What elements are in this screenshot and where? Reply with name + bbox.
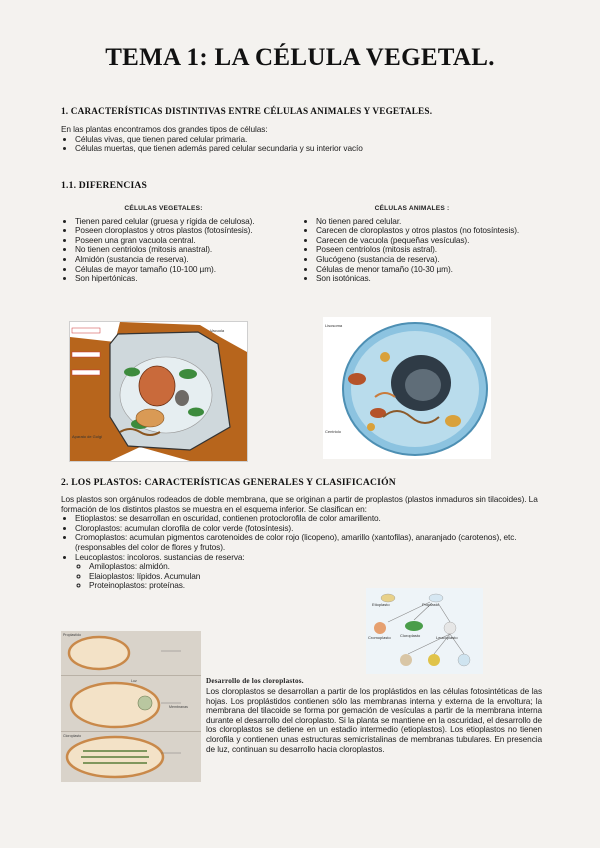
section11-heading: 1.1. DIFERENCIAS: [61, 180, 148, 191]
animal-header: CÉLULAS ANIMALES :: [374, 205, 450, 212]
section2-body: [61, 495, 541, 591]
list-item: • Poseen una gran vacuola central.: [75, 236, 266, 246]
development-body: Los cloroplastos se desarrollan a partir de los proplástidos en las células fotosintéticas de las hojas. Los proplástidos contienen sólo las membranas interna y externa de la envoltura; la membrana del tilacoide se forma por gemación de vesículas a partir de la membrana interna durante el desarrollo del cloroplasto. Si la planta se mantiene en la oscuridad, el desarrollo de los cloroplastos se detiene en un estadio intermedio (etioplastos). Los etioplastos no tienen clorofila y contienen unas estructuras semicristalinas de membranas tubulares. En presencia de luz, continuan su desarrollo hacia cloroplastos.: [206, 686, 542, 754]
list-item: • Cloroplastos: acumulan clorofila de color verde (fotosíntesis).: [75, 524, 541, 534]
list-item: • No tienen pared celular.: [316, 217, 522, 227]
list-item: • Carecen de cloroplastos y otros plastos (no fotosíntesis).: [316, 226, 522, 236]
list-item: • Células de mayor tamaño (10-100 µm).: [75, 265, 266, 275]
list-item: • Poseen cloroplastos y otros plastos (fotosíntesis).: [75, 226, 266, 236]
vegetal-column: [61, 204, 266, 284]
plastid-types-list: [61, 514, 541, 591]
list-item: • Son isotónicas.: [316, 274, 522, 284]
list-item: • Células de menor tamaño (10-30 µm).: [316, 265, 522, 275]
figure-label: Cloroplasto: [400, 633, 421, 638]
list-item: • Células muertas, que tienen además pared celular secundaria y su interior vacío: [75, 144, 551, 154]
chloroplast-dev-figure: [61, 631, 201, 782]
cell-types-list: [61, 135, 551, 154]
list-item: • Poseen centriolos (mitosis astral).: [316, 245, 522, 255]
page-title: TEMA 1: LA CÉLULA VEGETAL.: [105, 44, 495, 71]
list-item: • Almidón (sustancia de reserva).: [75, 255, 266, 265]
figure-label: Lisosoma: [325, 323, 343, 328]
list-item: • Cromoplastos: acumulan pigmentos carotenoides de color rojo (licopeno), amarillo (xantofilas), anaranjado (carotenos), etc. (responsables del color de flores y frutos).: [75, 533, 541, 552]
figure-label: Aparato de Golgi: [72, 434, 103, 439]
section1-heading: 1. CARACTERÍSTICAS DISTINTIVAS ENTRE CÉLULAS ANIMALES Y VEGETALES.: [61, 106, 433, 116]
list-item-text: Leucoplastos: incoloros. sustancias de reserva:: [75, 551, 245, 562]
list-item: • Son hipertónicas.: [75, 274, 266, 284]
animal-column: [302, 204, 522, 284]
list-item: • Etioplastos: se desarrollan en oscuridad, contienen protoclorofila de color amarillento.: [75, 514, 541, 524]
list-item: • Glucógeno (sustancia de reserva).: [316, 255, 522, 265]
leucoplast-sublist: [75, 562, 269, 591]
section2-heading: 2. LOS PLASTOS: CARACTERÍSTICAS GENERALES Y CLASIFICACIÓN: [61, 477, 396, 488]
figure-label: Etioplasto: [372, 602, 390, 607]
animal-cell-illustration: [323, 317, 491, 459]
list-item: • No tienen centriolos (mitosis anastral).: [75, 245, 266, 255]
animal-cell-figure: [323, 317, 491, 459]
development-heading: Desarrollo de los cloroplastos.: [206, 677, 304, 685]
list-item: ◦ Elaioplastos: lípidos. Acumulan: [89, 572, 269, 582]
figure-label: Proplastido: [63, 633, 81, 637]
plastid-scheme-figure: [366, 588, 483, 674]
list-item: • Tienen pared celular (gruesa y rígida de celulosa).: [75, 217, 266, 227]
vegetal-list: [61, 217, 266, 284]
animal-list: [302, 217, 522, 284]
figure-label: Luz: [131, 679, 137, 683]
figure-label: Vacuola: [210, 328, 225, 333]
plant-cell-illustration: [70, 322, 247, 461]
list-item: [75, 553, 541, 591]
list-item: ◦ Amiloplastos: almidón.: [89, 562, 269, 572]
figure-label: Proplasto: [422, 602, 439, 607]
list-item: ◦ Proteinoplastos: proteínas.: [89, 581, 269, 591]
development-block: [206, 677, 542, 754]
section1-intro: En las plantas encontramos dos grandes tipos de células:: [61, 124, 268, 134]
figure-label: Leucoplasto: [436, 635, 458, 640]
list-item: • Células vivas, que tienen pared celular primaria.: [75, 135, 551, 145]
plant-cell-figure: [69, 321, 248, 462]
section2-intro: Los plastos son orgánulos rodeados de doble membrana, que se originan a partir de proplastos (plastos inmaduros sin tilacoides). La formación de los distintos plastos se muestra en el esquema inferior. Se clasifican en:: [61, 494, 538, 514]
figure-label: Cloroplasto: [63, 734, 82, 738]
list-item: • Carecen de vacuola (pequeñas vesículas).: [316, 236, 522, 246]
figure-label: Cromoplasto: [368, 635, 391, 640]
vegetal-header: CÉLULAS VEGETALES:: [124, 205, 203, 212]
figure-label: Membranas: [169, 705, 188, 709]
plastid-scheme-illustration: [366, 588, 483, 674]
section1-body: [61, 125, 551, 154]
figure-label: Centriolo: [325, 429, 342, 434]
